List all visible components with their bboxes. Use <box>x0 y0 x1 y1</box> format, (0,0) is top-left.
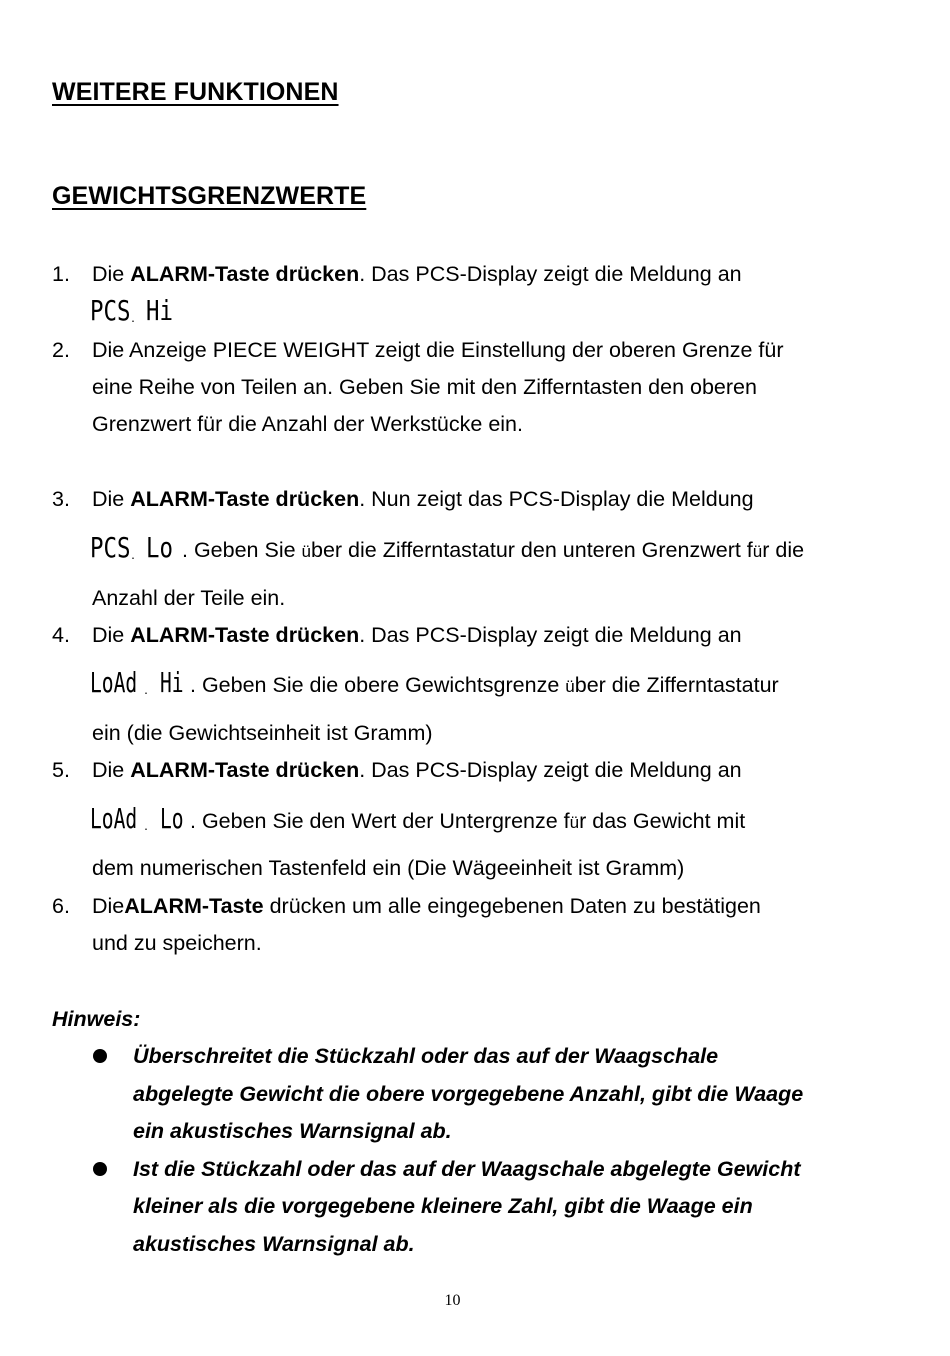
svg-text:.: . <box>130 551 137 561</box>
lcd-text-load: LoAd <box>90 668 138 696</box>
step-number: 4. <box>52 623 70 647</box>
lcd-text-lo: Lo <box>146 533 173 561</box>
lcd-text-pcs: PCS <box>90 533 131 561</box>
alarm-key-label: ALARM-Taste drücken <box>130 623 360 647</box>
svg-text:.: . <box>143 686 150 696</box>
svg-text:.: . <box>130 314 137 324</box>
alarm-key-label: ALARM-Taste drücken <box>130 758 360 782</box>
step-text-line: PCS . Lo . Geben Sie über die Zifferntastatur den unteren Grenzwert für die <box>90 533 804 562</box>
alarm-key-label: ALARM-Taste drücken <box>130 487 360 511</box>
lcd-message-pcs-lo <box>90 533 182 561</box>
lcd-message-load-hi <box>90 668 190 696</box>
note-text-line: akustisches Warnsignal ab. <box>133 1232 415 1256</box>
step-number: 5. <box>52 758 70 782</box>
lcd-text-pcs: PCS <box>90 296 131 324</box>
main-heading: WEITERE FUNKTIONEN <box>52 78 339 106</box>
step-text-line: Anzahl der Teile ein. <box>92 586 286 610</box>
note-text-line: Überschreitet die Stückzahl oder das auf der Waagschale <box>133 1044 719 1068</box>
note-text-line: kleiner als die vorgegebene kleinere Zahl, gibt die Waage ein <box>133 1194 753 1218</box>
section-heading: GEWICHTSGRENZWERTE <box>52 182 367 210</box>
step-text: DieALARM-Taste drücken um alle eingegebenen Daten zu bestätigen <box>92 894 761 918</box>
step-text: Die ALARM-Taste drücken. Nun zeigt das PCS-Display die Meldung <box>92 487 754 511</box>
step-text-line: LoAd . Hi . Geben Sie die obere Gewichtsgrenze über die Zifferntastatur <box>90 668 779 697</box>
step-text-line: LoAd . Lo . Geben Sie den Wert der Untergrenze für das Gewicht mit <box>90 804 746 833</box>
step-text: Die ALARM-Taste drücken. Das PCS-Display zeigt die Meldung an <box>92 262 742 286</box>
alarm-key-label: ALARM-Taste <box>124 894 264 918</box>
step-text-line: dem numerischen Tastenfeld ein (Die Wägeeinheit ist Gramm) <box>92 856 685 880</box>
step-text: Die ALARM-Taste drücken. Das PCS-Display zeigt die Meldung an <box>92 623 742 647</box>
note-text-line: ein akustisches Warnsignal ab. <box>133 1119 452 1143</box>
lcd-text-load: LoAd <box>90 804 138 832</box>
lcd-text-hi: Hi <box>160 668 184 696</box>
alarm-key-label: ALARM-Taste drücken <box>130 262 360 286</box>
step-text-line: und zu speichern. <box>92 931 262 955</box>
step-text-line: eine Reihe von Teilen an. Geben Sie mit den Zifferntasten den oberen <box>92 375 757 399</box>
bullet-dot <box>93 1049 107 1063</box>
bullet-dot <box>93 1162 107 1176</box>
step-text: Die ALARM-Taste drücken. Das PCS-Display zeigt die Meldung an <box>92 758 742 782</box>
note-text-line: abgelegte Gewicht die obere vorgegebene Anzahl, gibt die Waage <box>133 1082 804 1106</box>
lcd-message-load-lo <box>90 804 190 832</box>
step-number: 2. <box>52 338 70 362</box>
note-text-line: Ist die Stückzahl oder das auf der Waagschale abgelegte Gewicht <box>133 1157 801 1181</box>
step-number: 1. <box>52 262 70 286</box>
step-text-line: ein (die Gewichtseinheit ist Gramm) <box>92 721 433 745</box>
page-number: 10 <box>444 1292 461 1309</box>
step-number: 3. <box>52 487 70 511</box>
step-text-line: Grenzwert für die Anzahl der Werkstücke ein. <box>92 412 523 436</box>
lcd-text-hi: Hi <box>146 296 173 324</box>
step-number: 6. <box>52 894 70 918</box>
note-title: Hinweis: <box>52 1007 141 1031</box>
svg-text:.: . <box>143 822 150 832</box>
lcd-text-lo: Lo <box>160 804 184 832</box>
step-text-line: Die Anzeige PIECE WEIGHT zeigt die Einstellung der oberen Grenze für <box>92 338 784 362</box>
lcd-message-pcs-hi <box>90 296 185 325</box>
